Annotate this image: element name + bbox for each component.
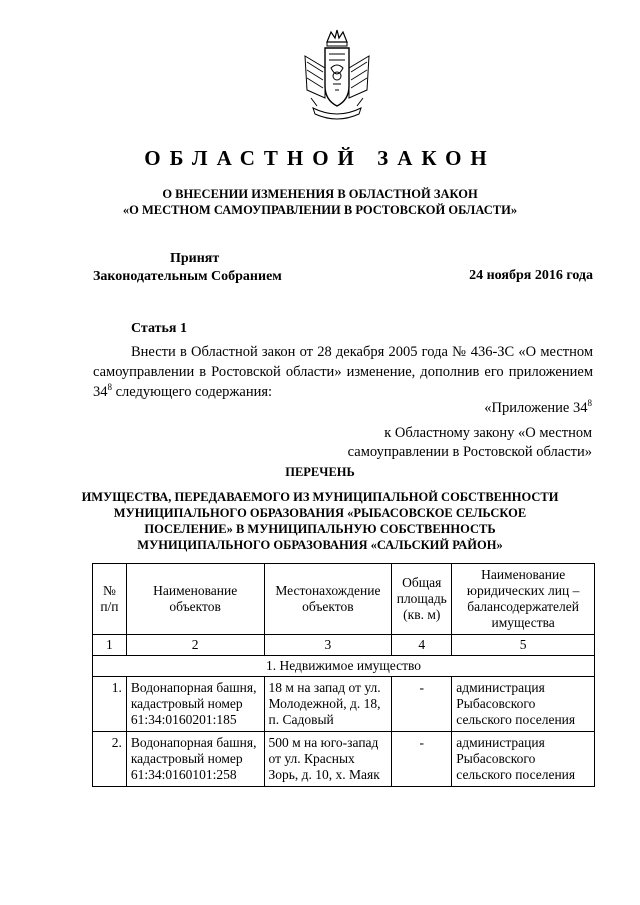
- header-cell-number: № п/п: [93, 564, 127, 635]
- appendix-note: [322, 424, 592, 462]
- list-title: ПЕРЕЧЕНЬ: [285, 465, 355, 479]
- column-number: 3: [264, 635, 392, 656]
- appendix-note-line-2: самоуправлении в Ростовской области»: [347, 444, 592, 460]
- column-number: 4: [392, 635, 452, 656]
- column-number: 2: [126, 635, 264, 656]
- table-header-row: [93, 564, 595, 635]
- row-number: 1.: [93, 677, 127, 732]
- appendix-note-line-1: к Областному закону «О местном: [384, 425, 592, 441]
- article-text: [93, 342, 593, 402]
- table-row: [93, 677, 595, 732]
- property-table: [92, 563, 595, 787]
- list-subtitle-line-3: ПОСЕЛЕНИЕ» В МУНИЦИПАЛЬНУЮ СОБСТВЕННОСТЬ: [144, 522, 496, 536]
- row-number: 2.: [93, 732, 127, 787]
- adoption-line-2: Законодательным Собранием: [93, 269, 282, 284]
- row-area: -: [392, 732, 452, 787]
- row-holder: администрация Рыбасовского сельского поселения: [452, 677, 595, 732]
- list-subtitle: [0, 489, 640, 553]
- row-location: 500 м на юго-запад от ул. Красных Зорь, д. 10, х. Маяк: [264, 732, 392, 787]
- appendix-label-text: «Приложение 34: [484, 400, 588, 416]
- row-area: -: [392, 677, 452, 732]
- column-number: 1: [93, 635, 127, 656]
- article-paragraph: [93, 342, 593, 402]
- list-subtitle-line-4: МУНИЦИПАЛЬНОГО ОБРАЗОВАНИЯ «САЛЬСКИЙ РАЙОН»: [137, 538, 503, 552]
- row-name: Водонапорная башня, кадастровый номер 61:34:0160201:185: [126, 677, 264, 732]
- appendix-label: [484, 400, 592, 417]
- header-cell-location: Местонахождение объектов: [264, 564, 392, 635]
- row-holder: администрация Рыбасовского сельского поселения: [452, 732, 595, 787]
- document-title: ОБЛАСТНОЙ ЗАКОН: [144, 146, 496, 170]
- row-name: Водонапорная башня, кадастровый номер 61:34:0160101:258: [126, 732, 264, 787]
- adoption-block: [93, 250, 282, 286]
- header-cell-name: Наименование объектов: [126, 564, 264, 635]
- subtitle-line-1: О ВНЕСЕНИИ ИЗМЕНЕНИЯ В ОБЛАСТНОЙ ЗАКОН: [162, 187, 478, 201]
- adoption-line-1: Принят: [170, 251, 220, 266]
- coat-of-arms-icon: [297, 28, 377, 120]
- adoption-date: 24 ноября 2016 года: [469, 268, 593, 283]
- article-text-main: Внести в Областной закон от 28 декабря 2005 года № 436-ЗС «О местном самоуправлении в Ростовской области» изменение, дополнив его приложением 34: [93, 344, 593, 400]
- header-cell-area: Общая площадь (кв. м): [392, 564, 452, 635]
- list-subtitle-line-1: ИМУЩЕСТВА, ПЕРЕДАВАЕМОГО ИЗ МУНИЦИПАЛЬНОЙ СОБСТВЕННОСТИ: [81, 490, 559, 504]
- column-number: 5: [452, 635, 595, 656]
- appendix-label-sup: 8: [587, 398, 592, 409]
- article-heading: Статья 1: [131, 321, 187, 336]
- article-text-tail: следующего содержания:: [112, 384, 273, 400]
- article-text-sup: 8: [107, 382, 112, 393]
- list-subtitle-line-2: МУНИЦИПАЛЬНОГО ОБРАЗОВАНИЯ «РЫБАСОВСКОЕ СЕЛЬСКОЕ: [113, 506, 527, 520]
- table-row: [93, 732, 595, 787]
- document-subtitle: [0, 186, 640, 218]
- section-heading: 1. Недвижимое имущество: [93, 656, 595, 677]
- table-column-number-row: [93, 635, 595, 656]
- subtitle-line-2: «О МЕСТНОМ САМОУПРАВЛЕНИИ В РОСТОВСКОЙ ОБЛАСТИ»: [122, 203, 518, 217]
- header-cell-holder: Наименование юридических лиц – балансодержателей имущества: [452, 564, 595, 635]
- row-location: 18 м на запад от ул. Молодежной, д. 18, п. Садовый: [264, 677, 392, 732]
- table-section-row: [93, 656, 595, 677]
